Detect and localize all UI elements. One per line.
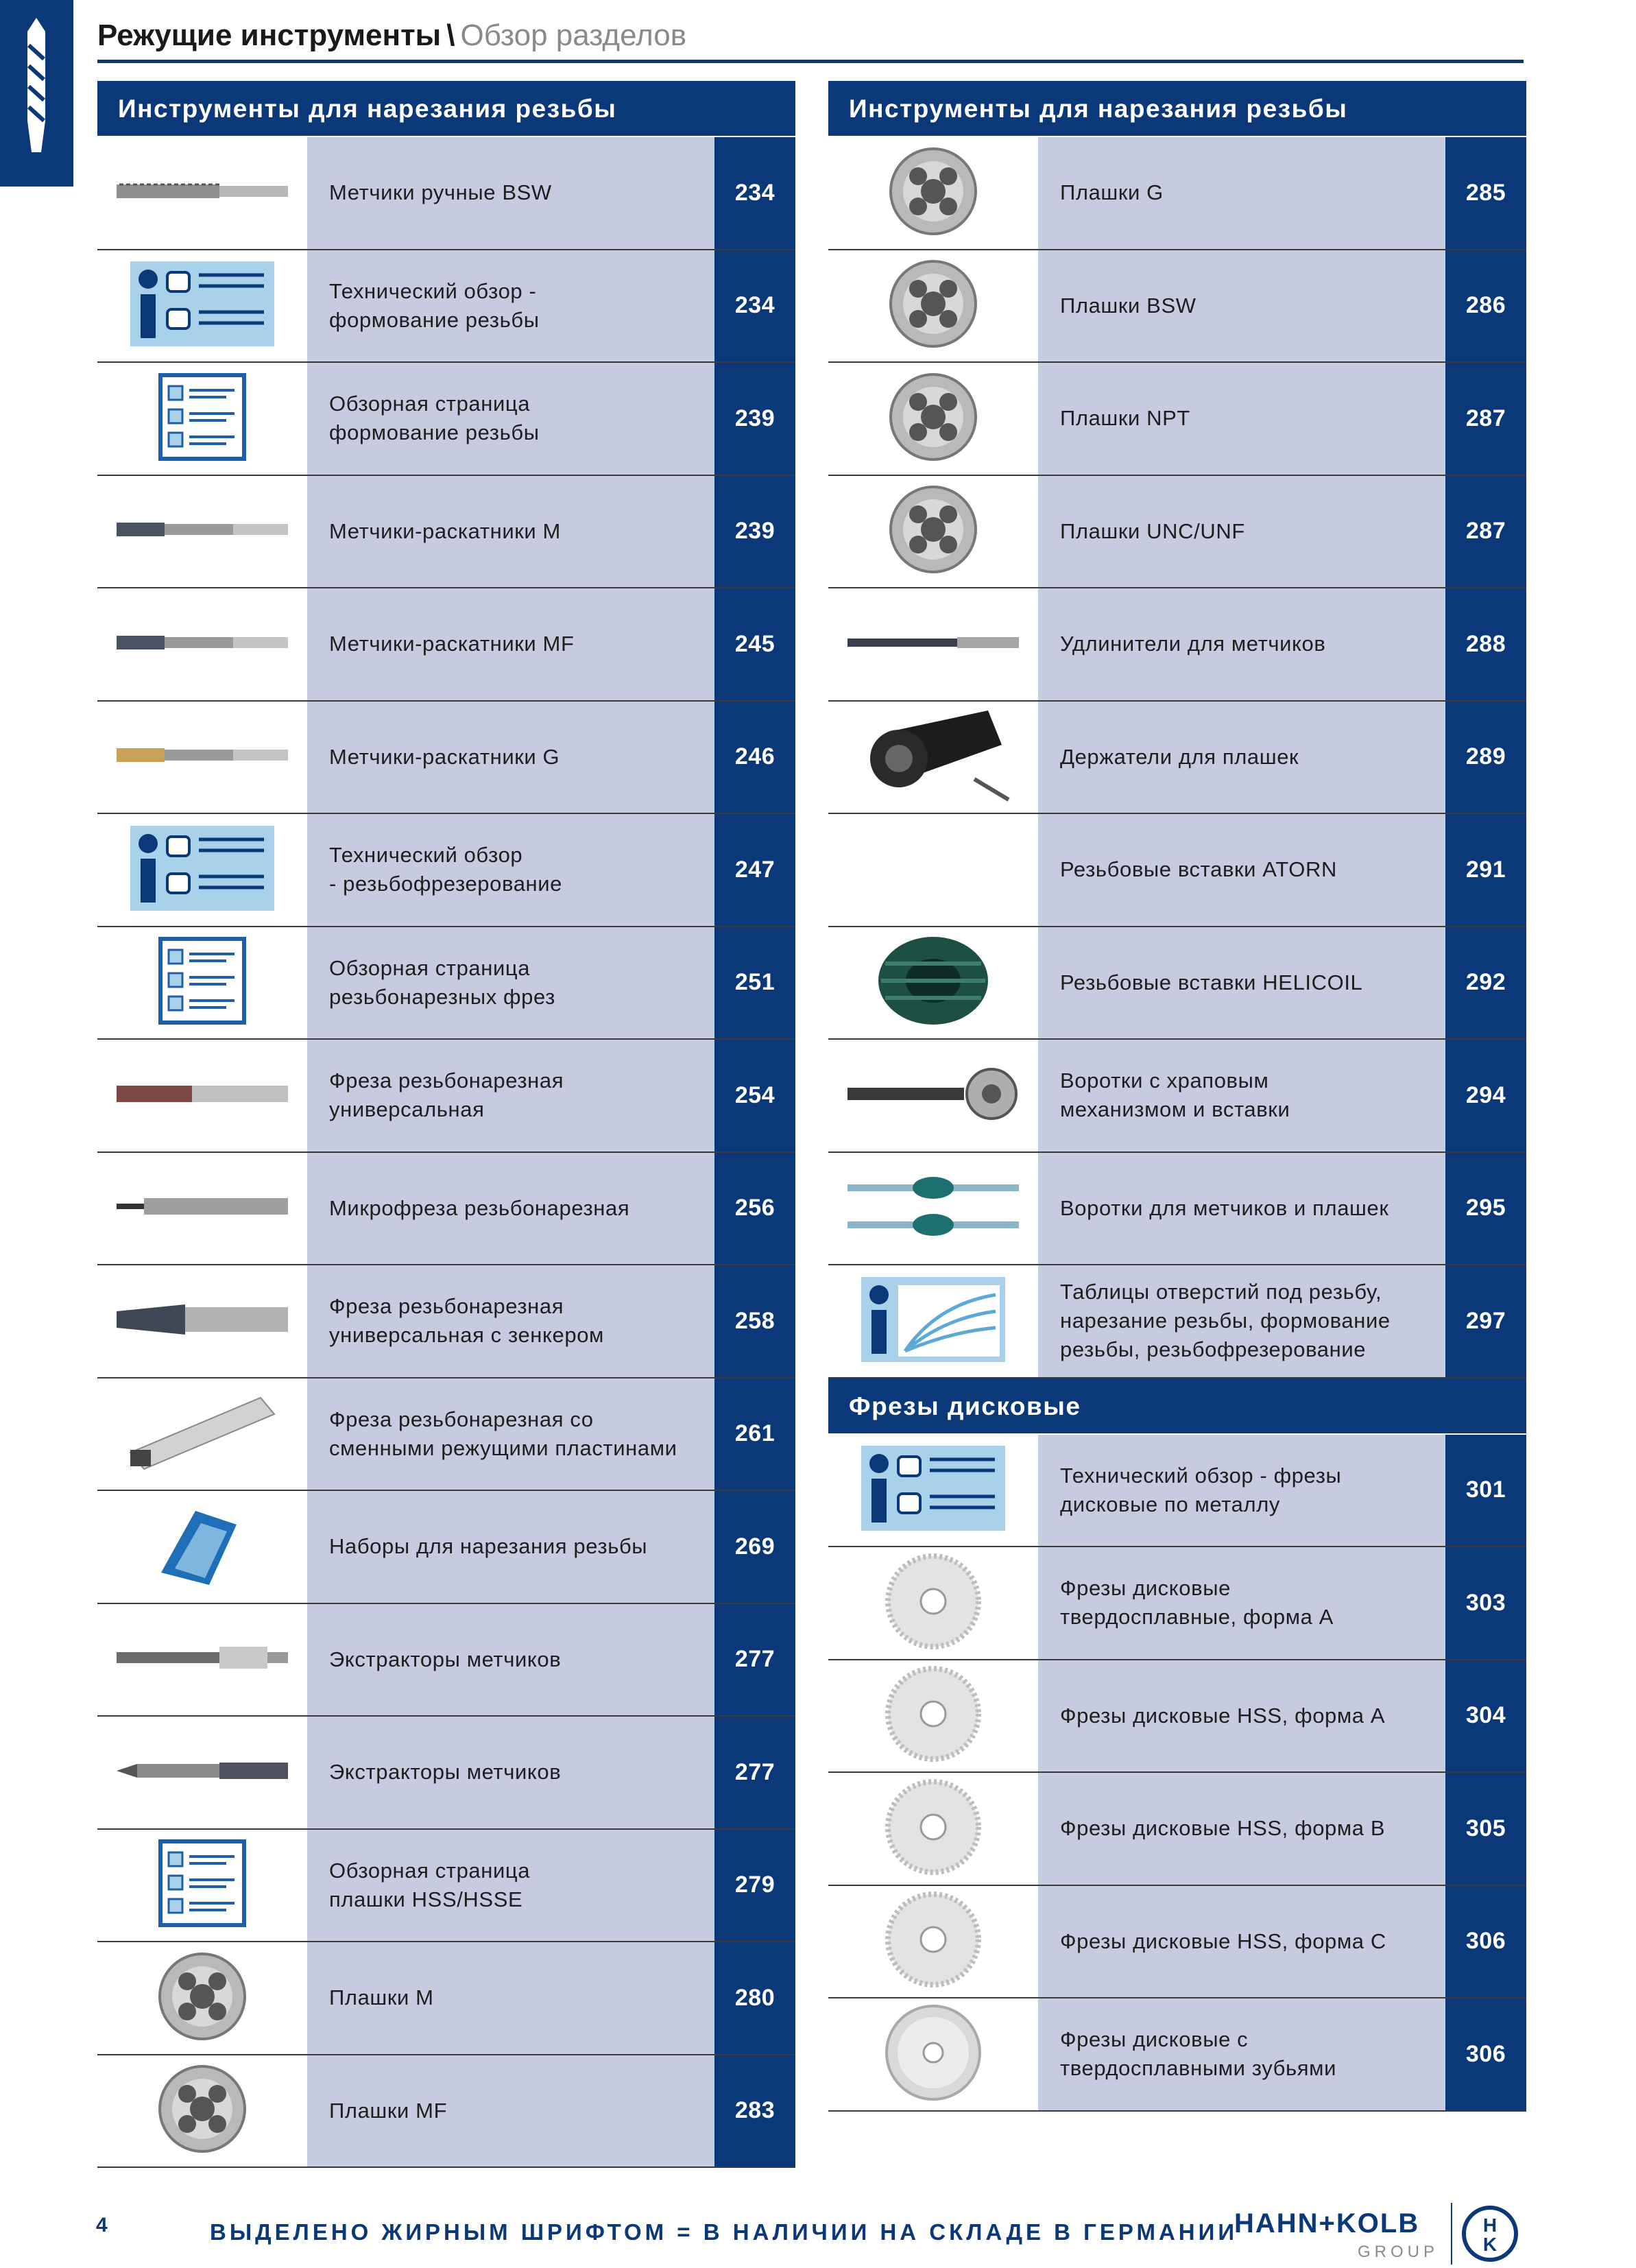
page-ref[interactable]: 289 <box>1445 702 1526 813</box>
row-label-text: Плашки BSW <box>1060 293 1196 318</box>
row-image <box>97 1830 307 1942</box>
row-label-text: Метчики-раскатники M <box>329 518 561 543</box>
title-separator: \ <box>446 19 455 52</box>
index-row[interactable] <box>97 476 795 589</box>
row-label <box>1038 250 1445 362</box>
row-label-text: Технический обзор - фрезы дисковые по металлу <box>1060 1463 1342 1516</box>
row-label <box>307 1942 714 2054</box>
disc-icon <box>882 1776 985 1882</box>
index-row[interactable] <box>97 1604 795 1717</box>
row-label <box>307 1265 714 1377</box>
info-card-icon <box>130 261 274 350</box>
row-label <box>307 1491 714 1603</box>
index-row[interactable] <box>97 814 795 927</box>
row-label <box>1038 1040 1445 1151</box>
die-icon <box>885 143 981 243</box>
page-ref[interactable]: 251 <box>714 927 795 1039</box>
info-card-icon <box>130 826 274 914</box>
micro-mill-icon <box>110 1186 295 1230</box>
index-row[interactable] <box>828 250 1526 363</box>
hk-emblem-icon <box>1460 2204 1519 2263</box>
page-ref[interactable]: 297 <box>1445 1265 1526 1377</box>
section-header: Инструменты для нарезания резьбы <box>97 81 795 137</box>
logo-divider <box>1451 2203 1452 2265</box>
row-label <box>307 476 714 588</box>
index-row[interactable] <box>97 588 795 702</box>
index-row[interactable] <box>97 927 795 1040</box>
extractor-icon <box>110 1637 295 1682</box>
logo-text: HAHN+KOLB <box>1234 2208 1420 2239</box>
row-label-text: Фреза резьбонарезная универсальная <box>329 1069 564 1122</box>
extension-icon <box>841 622 1026 667</box>
index-row[interactable] <box>828 137 1526 250</box>
row-image <box>97 702 307 813</box>
row-image <box>828 137 1038 249</box>
row-label <box>1038 1265 1445 1377</box>
page-ref[interactable]: 277 <box>714 1717 795 1828</box>
ratchet-icon <box>841 1063 1026 1128</box>
row-label-text: Фреза резьбонарезная универсальная с зенкером <box>329 1294 604 1348</box>
section-side-tab <box>0 0 73 187</box>
row-label <box>1038 702 1445 813</box>
die-icon <box>885 256 981 355</box>
index-row[interactable] <box>828 814 1526 927</box>
page-ref[interactable]: 283 <box>714 2055 795 2167</box>
row-image <box>97 1153 307 1265</box>
page-ref[interactable]: 306 <box>1445 1886 1526 1998</box>
index-row[interactable] <box>97 1040 795 1153</box>
section-header-disc-cutters: Фрезы дисковые <box>828 1378 1526 1435</box>
row-image <box>828 1435 1038 1547</box>
row-image <box>828 250 1038 362</box>
disc-smooth-icon <box>882 2001 985 2108</box>
svg-text:H: H <box>1482 2215 1497 2236</box>
index-row[interactable] <box>828 1040 1526 1153</box>
row-label <box>1038 927 1445 1039</box>
page-header <box>97 12 1524 63</box>
page-ref[interactable]: 234 <box>714 137 795 249</box>
index-row[interactable] <box>828 476 1526 589</box>
page-title: Режущие инструменты <box>97 19 442 52</box>
row-label-text: Метчики-раскатники MF <box>329 632 575 656</box>
page-ref[interactable]: 304 <box>1445 1660 1526 1772</box>
row-label-text: Метчики-раскатники G <box>329 744 560 769</box>
index-row[interactable] <box>97 363 795 476</box>
index-row[interactable] <box>828 927 1526 1040</box>
drill-icon <box>14 18 59 155</box>
disc-icon <box>882 1888 985 1994</box>
row-label <box>307 1153 714 1265</box>
row-image <box>828 1773 1038 1885</box>
row-image <box>828 1998 1038 2110</box>
row-image <box>97 250 307 362</box>
page-ref[interactable]: 306 <box>1445 1998 1526 2110</box>
page-ref[interactable]: 239 <box>714 363 795 475</box>
page-ref[interactable]: 258 <box>714 1265 795 1377</box>
forming-tap-icon <box>110 509 295 553</box>
index-row[interactable] <box>828 1886 1526 1999</box>
row-label <box>307 137 714 249</box>
row-label <box>307 1604 714 1716</box>
index-row[interactable] <box>97 1491 795 1604</box>
page-ref[interactable]: 280 <box>714 1942 795 2054</box>
row-label <box>1038 1435 1445 1547</box>
index-row[interactable] <box>828 363 1526 476</box>
row-label <box>1038 588 1445 700</box>
index-row[interactable] <box>97 2055 795 2169</box>
index-row[interactable] <box>97 1717 795 1830</box>
page-ref[interactable]: 305 <box>1445 1773 1526 1885</box>
stock-note: ВЫДЕЛЕНО ЖИРНЫМ ШРИФТОМ = В НАЛИЧИИ НА СКЛАДЕ В ГЕРМАНИИ <box>210 2219 1238 2245</box>
page-ref[interactable]: 294 <box>1445 1040 1526 1151</box>
row-image <box>828 927 1038 1039</box>
page-ref[interactable]: 301 <box>1445 1435 1526 1547</box>
row-image <box>828 363 1038 475</box>
die-icon <box>154 2061 250 2160</box>
row-image <box>97 1040 307 1151</box>
logo-group: GROUP <box>1358 2243 1439 2261</box>
row-label-text: Метчики ручные BSW <box>329 180 552 205</box>
row-label-text: Таблицы отверстий под резьбу, нарезание резьбы, формование резьбы, резьбофрезерование <box>1060 1280 1391 1362</box>
row-image <box>97 363 307 475</box>
row-image <box>828 1040 1038 1151</box>
index-row[interactable] <box>828 1435 1526 1548</box>
page-ref[interactable]: 246 <box>714 702 795 813</box>
page-ref[interactable]: 277 <box>714 1604 795 1716</box>
index-row[interactable] <box>828 588 1526 702</box>
page-ref[interactable]: 287 <box>1445 363 1526 475</box>
row-image <box>828 1547 1038 1659</box>
extractor-2-icon <box>110 1750 295 1795</box>
page-number: 4 <box>96 2214 108 2236</box>
row-label-text: Плашки MF <box>329 2098 448 2123</box>
row-image <box>828 1153 1038 1265</box>
row-image <box>97 588 307 700</box>
die-icon <box>885 481 981 581</box>
die-icon <box>154 1948 250 2048</box>
page-ref[interactable]: 269 <box>714 1491 795 1603</box>
row-label <box>1038 1998 1445 2110</box>
row-image <box>97 1491 307 1603</box>
index-row[interactable] <box>97 702 795 815</box>
page-ref[interactable]: 291 <box>1445 814 1526 926</box>
row-image <box>828 1660 1038 1772</box>
row-label <box>307 702 714 813</box>
page-ref[interactable]: 234 <box>714 250 795 362</box>
row-label <box>1038 137 1445 249</box>
page-ref[interactable]: 295 <box>1445 1153 1526 1265</box>
index-row[interactable] <box>828 1773 1526 1886</box>
page-ref[interactable]: 287 <box>1445 476 1526 588</box>
row-label <box>1038 814 1445 926</box>
row-image <box>828 476 1038 588</box>
row-label <box>1038 1886 1445 1998</box>
index-row[interactable] <box>97 1378 795 1492</box>
row-image <box>97 476 307 588</box>
helicoil-icon <box>865 929 1002 1036</box>
row-label-text: Микрофреза резьбонарезная <box>329 1195 630 1220</box>
row-label-text: Плашки UNC/UNF <box>1060 518 1245 543</box>
list-sheet-icon <box>158 372 247 465</box>
row-label-text: Экстракторы метчиков <box>329 1760 562 1784</box>
forming-tap-gold-icon <box>110 735 295 779</box>
row-label-text: Плашки NPT <box>1060 406 1190 431</box>
row-label-text: Резьбовые вставки ATORN <box>1060 857 1337 882</box>
row-image <box>828 1265 1038 1377</box>
section-header: Инструменты для нарезания резьбы <box>828 81 1526 137</box>
tap-set-icon <box>134 1497 271 1597</box>
row-image <box>828 814 1038 926</box>
die-icon <box>885 369 981 468</box>
hand-tap-icon <box>110 171 295 215</box>
page-ref[interactable]: 245 <box>714 588 795 700</box>
row-label-text: Плашки M <box>329 1985 434 2010</box>
row-label <box>307 1717 714 1828</box>
page-ref[interactable]: 256 <box>714 1153 795 1265</box>
insert-mill-icon <box>110 1384 295 1483</box>
row-label-text: Обзорная страница резьбонарезных фрез <box>329 955 555 1009</box>
die-holder-icon <box>851 704 1015 810</box>
row-label-text: Фрезы дисковые HSS, форма A <box>1060 1703 1386 1728</box>
index-row[interactable] <box>828 1998 1526 2112</box>
row-label <box>307 588 714 700</box>
row-label <box>307 927 714 1039</box>
row-image <box>97 1265 307 1377</box>
row-label-text: Наборы для нарезания резьбы <box>329 1534 648 1559</box>
row-label-text: Держатели для плашек <box>1060 744 1299 769</box>
countersink-mill-icon <box>110 1292 295 1350</box>
index-row[interactable] <box>97 250 795 363</box>
row-image <box>97 1604 307 1716</box>
row-image <box>828 588 1038 700</box>
index-row[interactable] <box>828 1153 1526 1266</box>
row-label-text: Обзорная страница плашки HSS/HSSE <box>329 1858 531 1911</box>
row-label-text: Фреза резьбонарезная со сменными режущими пластинами <box>329 1407 677 1460</box>
row-label-text: Фрезы дисковые HSS, форма C <box>1060 1929 1386 1953</box>
row-label <box>1038 363 1445 475</box>
forming-tap-icon <box>110 622 295 667</box>
row-image <box>97 137 307 249</box>
info-chart-icon <box>861 1277 1005 1365</box>
row-label <box>307 1040 714 1151</box>
list-sheet-icon <box>158 936 247 1029</box>
row-image <box>828 702 1038 813</box>
page-ref[interactable]: 247 <box>714 814 795 926</box>
row-image <box>97 1717 307 1828</box>
row-label-text: Воротки для метчиков и плашек <box>1060 1195 1389 1220</box>
row-label <box>1038 1153 1445 1265</box>
page-ref[interactable]: 239 <box>714 476 795 588</box>
page-ref[interactable]: 285 <box>1445 137 1526 249</box>
page-ref[interactable]: 303 <box>1445 1547 1526 1659</box>
row-label <box>1038 1660 1445 1772</box>
page-ref[interactable]: 292 <box>1445 927 1526 1039</box>
index-row[interactable] <box>97 1942 795 2055</box>
row-label <box>1038 476 1445 588</box>
page-ref[interactable]: 288 <box>1445 588 1526 700</box>
right-column <box>828 81 1526 2112</box>
row-label-text: Фрезы дисковые HSS, форма B <box>1060 1816 1386 1841</box>
row-label-text: Плашки G <box>1060 180 1164 205</box>
page-ref[interactable]: 286 <box>1445 250 1526 362</box>
row-label-text: Технический обзор - формование резьбы <box>329 278 540 332</box>
row-image <box>97 1942 307 2054</box>
thread-mill-icon <box>110 1073 295 1118</box>
row-label <box>307 814 714 926</box>
page-subtitle: Обзор разделов <box>460 19 687 52</box>
row-label-text: Обзорная страница формование резьбы <box>329 392 540 445</box>
page-ref[interactable]: 279 <box>714 1830 795 1942</box>
row-image <box>97 814 307 926</box>
page-ref[interactable]: 261 <box>714 1378 795 1490</box>
row-image <box>97 1378 307 1490</box>
row-label-text: Резьбовые вставки HELICOIL <box>1060 970 1363 994</box>
row-label <box>307 363 714 475</box>
index-row[interactable] <box>97 1830 795 1943</box>
index-row[interactable] <box>97 1153 795 1266</box>
row-label-text: Фрезы дисковые твердосплавные, форма A <box>1060 1576 1334 1630</box>
row-label <box>307 1378 714 1490</box>
row-label <box>1038 1773 1445 1885</box>
row-label <box>1038 1547 1445 1659</box>
index-row[interactable] <box>97 137 795 250</box>
row-image <box>97 927 307 1039</box>
page-ref[interactable]: 254 <box>714 1040 795 1151</box>
row-label-text: Экстракторы метчиков <box>329 1647 562 1671</box>
info-card-icon <box>861 1446 1005 1534</box>
row-label <box>307 250 714 362</box>
row-label-text: Удлинители для метчиков <box>1060 632 1326 656</box>
index-row[interactable] <box>828 702 1526 815</box>
row-label <box>307 2055 714 2167</box>
row-label-text: Воротки с храповым механизмом и вставки <box>1060 1069 1290 1122</box>
index-row[interactable] <box>97 1265 795 1378</box>
list-sheet-icon <box>158 1839 247 1931</box>
tap-wrench-icon <box>841 1165 1026 1251</box>
row-label-text: Технический обзор - резьбофрезерование <box>329 843 563 896</box>
row-label-text: Фрезы дисковые с твердосплавными зубьями <box>1060 2027 1336 2081</box>
row-image <box>97 2055 307 2167</box>
disc-icon <box>882 1662 985 1769</box>
disc-icon <box>882 1550 985 1656</box>
svg-text:K: K <box>1482 2234 1497 2255</box>
left-column <box>97 81 795 2168</box>
index-row[interactable] <box>828 1547 1526 1660</box>
hahn-kolb-logo <box>1234 2203 1529 2265</box>
index-row[interactable] <box>828 1265 1526 1378</box>
index-row[interactable] <box>828 1660 1526 1774</box>
row-label <box>307 1830 714 1942</box>
row-image <box>828 1886 1038 1998</box>
